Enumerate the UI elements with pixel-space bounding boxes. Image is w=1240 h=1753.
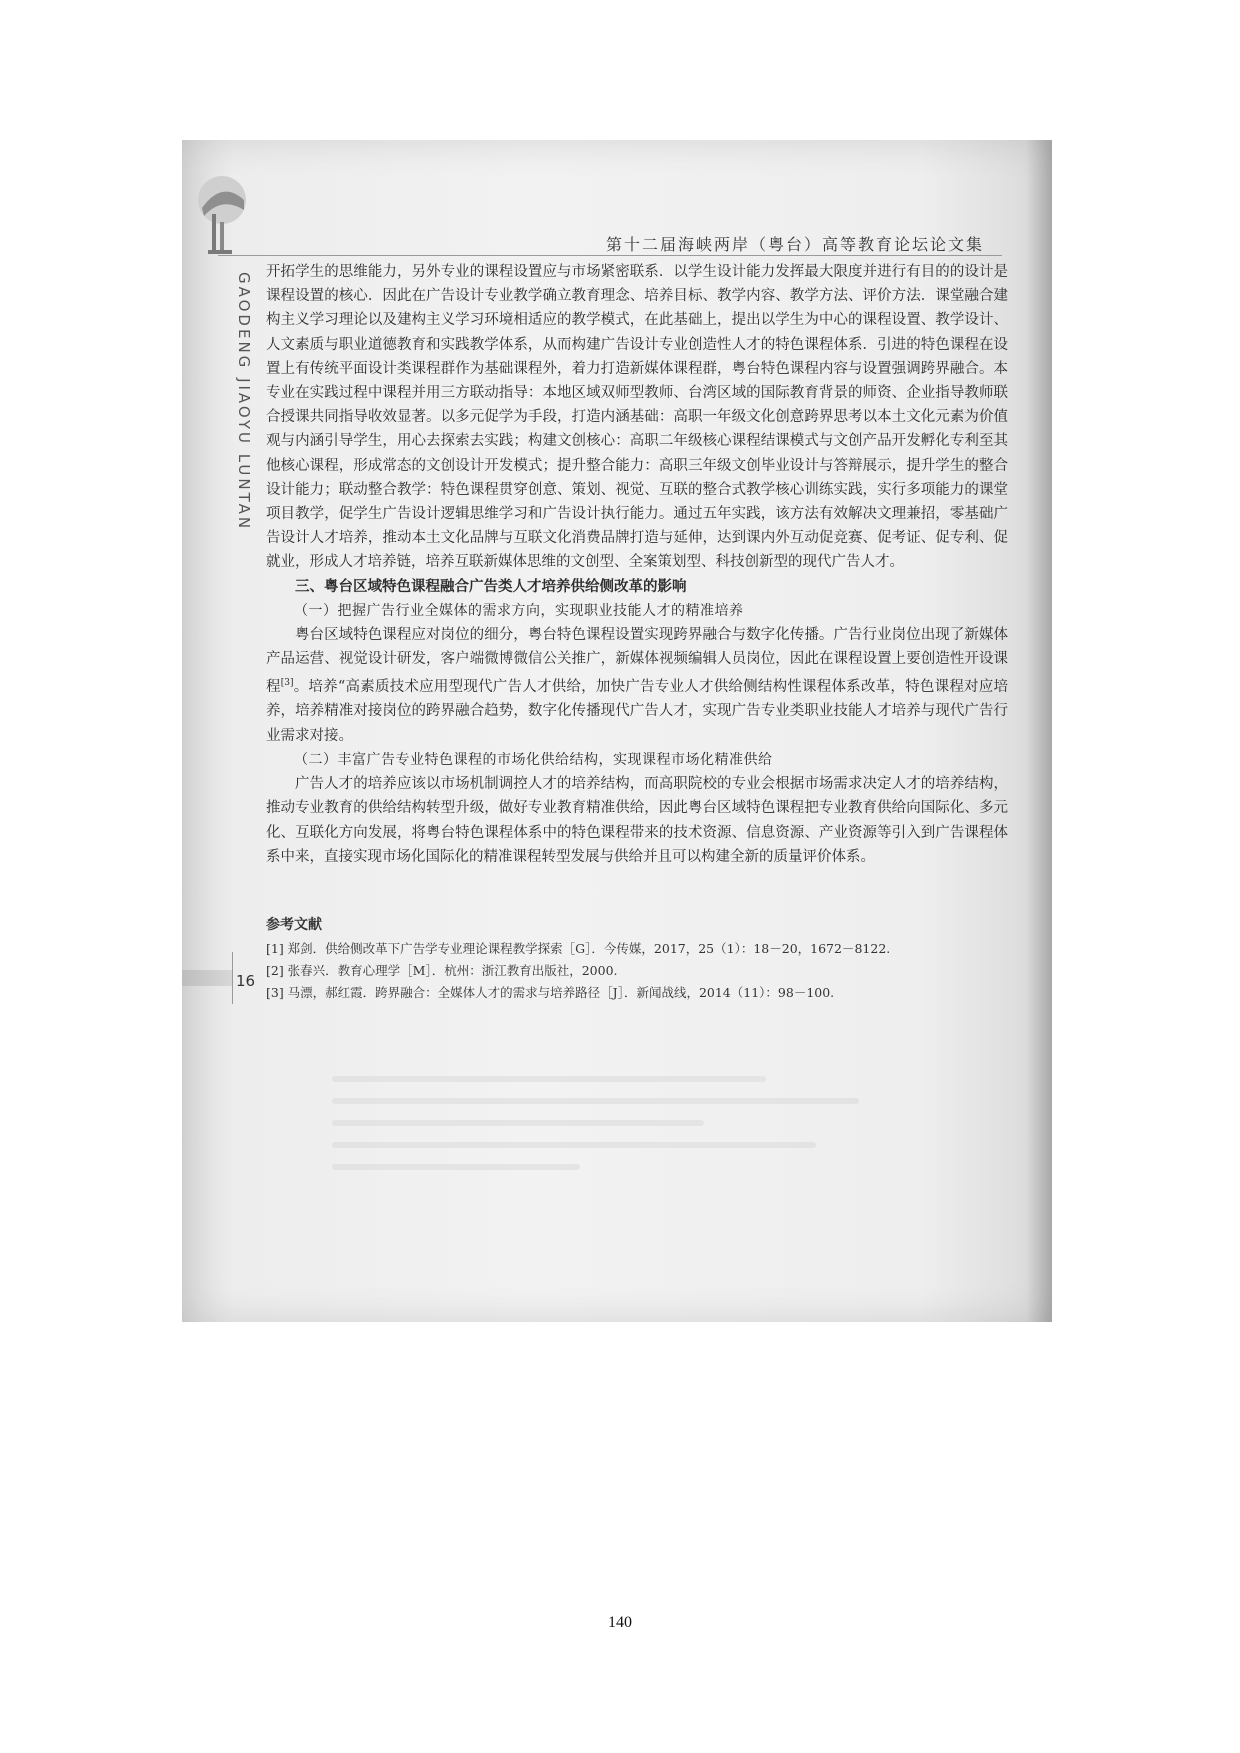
section-heading: 三、粤台区域特色课程融合广告类人才培养供给侧改革的影响	[295, 578, 687, 595]
side-running-title: GAODENG JIAOYU LUNTAN	[235, 272, 253, 532]
paragraph-text: 粤台区域特色课程应对岗位的细分，粤台特色课程设置实现跨界融合与数字化传播。广告行业岗位出现了新媒体产品运营、视觉设计研发，客户端微博微信公关推广，新媒体视频编辑人员岗位，因此在课程设置上要创造性开设课程	[266, 627, 1008, 696]
page-number: 140	[608, 1614, 632, 1631]
page-tab-marker	[182, 970, 232, 986]
reference-item: [1] 郑剑．供给侧改革下广告学专业理论课程教学探索［G］．今传媒，2017，25（1）：18－20，1672－8122.	[266, 941, 891, 956]
paragraph-text: 。培养“高素质技术应用型现代广告人才供给，加快广告专业人才供给侧结构性课程体系改革，特色课程对应培养，培养精准对接岗位的跨界融合趋势，数字化传播现代广告人才，实现广告专业类职业技能人才培养与现代广告行业需求对接。	[266, 679, 1008, 744]
scanned-page	[182, 140, 1052, 1322]
reference-item: [2] 张春兴．教育心理学［M］．杭州：浙江教育出版社，2000.	[266, 963, 618, 978]
bleed-through-text	[332, 1060, 952, 1260]
header-divider	[218, 255, 1002, 256]
journal-title: 第十二届海峡两岸（粤台）高等教育论坛论文集	[605, 235, 984, 254]
inner-page-number: 16	[236, 972, 256, 990]
subsection-heading: （一）把握广告行业全媒体的需求方向，实现职业技能人才的精准培养	[294, 602, 744, 619]
references-title: 参考文献	[266, 917, 322, 933]
subsection-heading: （二）丰富广告专业特色课程的市场化供给结构，实现课程市场化精准供给	[294, 751, 773, 768]
body-paragraph: 开拓学生的思维能力，另外专业的课程设置应与市场紧密联系．以学生设计能力发挥最大限度并进行有目的的设计是课程设置的核心．因此在广告设计专业教学确立教育理念、培养目标、教学内容、教学方法、评价方法．课堂融合建构主义学习理论以及建构主义学习环境相适应的教学模式，在此基础上，提出以学生为中心的课程设置、教学设计、人文素质与职业道德教育和实践教学体系，从而构建广告设计专业创造性人才的特色课程体系．引进的特色课程在设置上有传统平面设计类课程群作为基础课程外，着力打造新媒体课程群，粤台特色课程内容与设置强调跨界融合。本专业在实践过程中课程并用三方联动指导：本地区域双师型教师、台湾区域的国际教育背景的师资、企业指导教师联合授课共同指导收效显著。以多元促学为手段，打造内涵基础：高职一年级文化创意跨界思考以本土文化元素为价值观与内涵引导学生，用心去探索去实践；构建文创核心：高职二年级核心课程结课模式与文创产品开发孵化专利至其他核心课程，形成常态的文创设计开发模式；提升整合能力：高职三年级文创毕业设计与答辩展示，提升学生的整合设计能力；联动整合教学：特色课程贯穿创意、策划、视觉、互联的整合式教学核心训练实践，实行多项能力的课堂项目教学，促学生广告设计逻辑思维学习和广告设计执行能力。通过五年实践，该方法有效解决文理兼招，零基础广告设计人才培养，推动本土文化品牌与互联文化消费品牌打造与延伸，达到课内外互动促竞赛、促考证、促专利、促就业，形成人才培养链，培养互联新媒体思维的文创型、全案策划型、科技创新型的现代广告人才。	[266, 264, 1008, 571]
body-paragraph	[266, 623, 1008, 748]
body-paragraph: 广告人才的培养应该以市场机制调控人才的培养结构，而高职院校的专业会根据市场需求决定人才的培养结构，推动专业教育的供给结构转型升级，做好专业教育精准供给，因此粤台区域特色课程把专业教育供给向国际化、多元化、互联化方向发展，将粤台特色课程体系中的特色课程带来的技术资源、信息资源、产业资源等引入到广告课程体系中来，直接实现市场化国际化的精准课程转型发展与供给并且可以构建全新的质量评价体系。	[266, 776, 1008, 865]
reference-item: [3] 马漂，郝红霞．跨界融合：全媒体人才的需求与培养路径［J］．新闻战线，2014（11）：98－100.	[266, 985, 835, 1000]
article-body	[266, 260, 1008, 869]
citation-mark: [3]	[280, 678, 294, 689]
journal-logo-icon	[192, 170, 252, 260]
references	[266, 914, 1008, 1004]
page-tab-divider	[232, 952, 233, 1004]
